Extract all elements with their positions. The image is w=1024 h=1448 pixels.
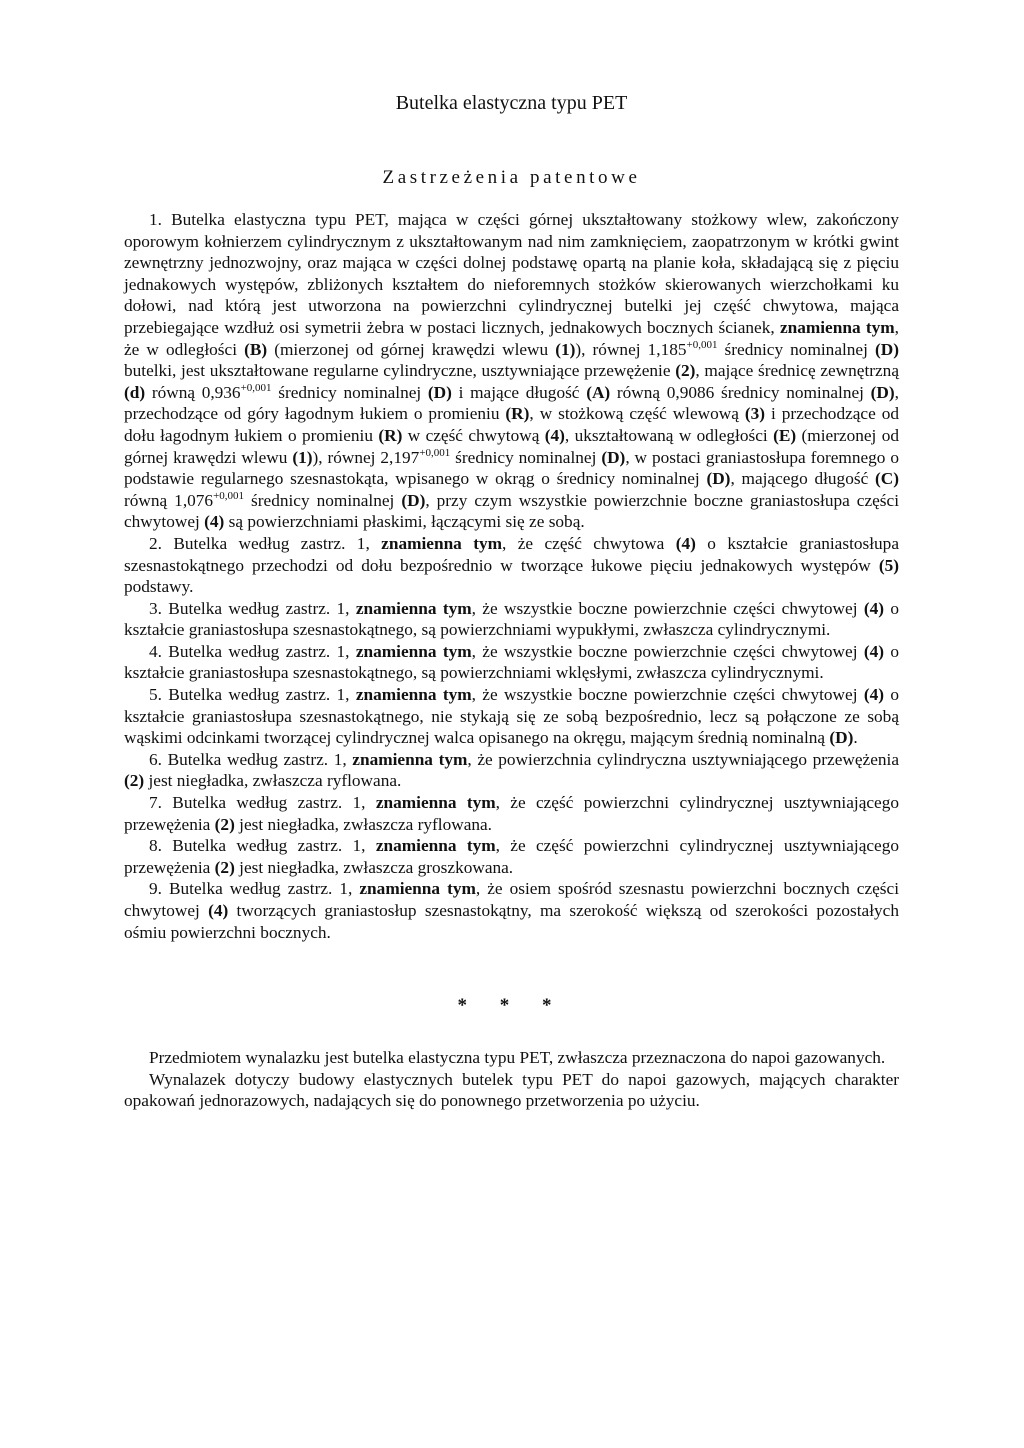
claim-bold-text: (4) [208,901,229,920]
claim-bold-text: (D) [829,728,854,748]
claim-bold-text: znamienna tym [381,533,503,553]
claim-paragraph [124,835,899,878]
claim-text: są powierzchniami płaskimi, łączącymi się ze sobą. [224,512,585,532]
claim-text: 4. Butelka według zastrz. 1, [149,641,356,661]
claim-bold-text: (2) [675,361,696,381]
claim-bold-text: (C) [875,469,899,489]
claim-text: , że wszystkie boczne powierzchnie części chwytowej [471,685,864,705]
claim-bold-text: (2) [214,814,235,834]
claim-bold-text: (1) [555,339,576,359]
claim-bold-text: (2) [124,771,145,791]
claim-text: o kształcie graniastosłupa szesnastokątnego przechodzi od dołu bezpośrednio w tworzące łukowe pięciu jednakowych występów [124,533,899,575]
claim-text: 3. Butelka według zastrz. 1, [149,598,356,618]
claim-text: 1. Butelka elastyczna typu PET, mająca w części górnej ukształtowany stożkowy wlew, zakończony oporowym kołnierzem cylindrycznym z ukształtowanym nad nim zamknięciem, zaopatrzonym w krótki gwint zewnętrzny jednozwojny, oraz mająca w części dolnej podstawę opartą na planie koła, składającą się z pięciu jednakowych występów, zbliżonych kształtem do nieforemnych stożków skierowanych wierzchołkami ku dołowi, nad którą jest utworzona na powierzchni cylindrycznej butelki jej część chwytowa, mająca przebiegające wzdłuż osi symetrii żebra w postaci licznych, jednakowych bocznych ścianek, [124,210,899,337]
claim-text: , mające średnicę zewnętrzną [695,361,899,381]
claim-text: , ukształtowaną w odległości [564,425,774,445]
document-title: Butelka elastyczna typu PET [395,92,628,114]
claim-bold-text: znamienna tym [375,836,496,856]
claim-bold-text: (D) [706,469,731,489]
claim-bold-text: (5) [878,555,899,575]
claim-text: , że w odległości [124,317,899,359]
claim-bold-text: znamienna tym [359,879,476,899]
claim-bold-text: znamienna tym [355,598,472,618]
claim-text: jest niegładka, zwłaszcza ryflowana. [234,814,493,834]
claim-text: , że wszystkie boczne powierzchnie części chwytowej [471,598,864,618]
claim-text: 7. Butelka według zastrz. 1, [149,793,376,813]
claim-bold-text: (2) [214,857,235,877]
claim-paragraph [124,533,899,598]
claim-paragraph [124,598,899,641]
claim-text: (mierzonej od górnej krawędzi wlewu [267,339,556,359]
claim-bold-text: znamienna tym [352,749,468,769]
claim-text: butelki, jest ukształtowane regularne cylindryczne, usztywniające przewężenie [124,361,676,381]
claim-text: 8. Butelka według zastrz. 1, [149,836,376,856]
claim-superscript: +0,001 [419,446,451,459]
description-paragraph: Wynalazek dotyczy budowy elastycznych butelek typu PET do napoi gazowych, mających charakter opakowań jednorazowych, nadających się do ponownego przetworzenia po użyciu. [124,1069,899,1111]
claim-superscript: +0,001 [213,489,245,502]
claim-bold-text: (D) [401,490,426,510]
claim-text: jest niegładka, zwłaszcza ryflowana. [144,771,402,791]
claim-bold-text: (3) [744,404,766,424]
claim-text: . [853,728,858,748]
claim-text: , przy czym wszystkie powierzchnie boczne graniastosłupa części chwytowej [124,490,899,532]
claim-text: w część chwytową [402,425,545,445]
claim-text: (mierzonej od górnej krawędzi wlewu [124,425,899,467]
claim-text: o kształcie graniastosłupa szesnastokątnego, są powierzchniami wypukłymi, zwłaszcza cylindrycznymi. [124,598,899,640]
section-separator: * * * [457,995,566,1017]
claim-text: równą 1,076 [124,490,214,510]
claim-bold-text: znamienna tym [355,685,472,705]
claim-superscript: +0,001 [686,338,718,351]
claim-bold-text: (4) [204,512,225,532]
claim-text: , że część powierzchni cylindrycznej usztywniającego przewężenia [124,793,899,834]
claim-paragraph [124,749,899,792]
claim-text: tworzących graniastosłup szesnastokątny, ma szerokość większą od szerokości pozostałych ośmiu powierzchni bocznych. [124,901,899,942]
claim-bold-text: znamienna tym [355,641,472,661]
claim-paragraph [124,878,899,943]
claim-bold-text: (4) [863,598,885,618]
claim-bold-text: (R) [378,425,403,445]
claim-text: , w postaci graniastosłupa foremnego o podstawie regularnego szesnastokąta, wpisanego w okrąg o średnicy nominalnej [124,447,899,489]
claim-bold-text: (4) [863,641,885,661]
claim-bold-text: (4) [544,425,565,445]
claim-bold-text: (4) [675,533,696,553]
claim-bold-text: (B) [244,339,268,359]
claim-text: 5. Butelka według zastrz. 1, [149,685,356,705]
claim-text: o kształcie graniastosłupa szesnastokątnego, są powierzchniami wklęsłymi, zwłaszcza cylindrycznymi. [124,641,899,683]
claim-bold-text: (D) [601,447,626,467]
claim-bold-text: (A) [586,382,611,402]
claim-text: średnicy nominalnej [271,382,428,402]
claim-text: o kształcie graniastosłupa szesnastokątnego, nie stykają się ze sobą bezpośrednio, lecz są połączone ze sobą wąskimi odcinkami tworzącej cylindrycznej walca opisanego na okręgu, mającym średnią nominalną [124,685,899,748]
claim-bold-text: znamienna tym [375,793,496,813]
claim-text: , mającego długość [730,469,875,489]
description-section [124,1047,899,1112]
claim-bold-text: (E) [773,425,797,445]
claim-text: ), równej 2,197 [312,447,420,467]
claim-paragraph [124,209,899,533]
claim-text: i przechodzące od dołu łagodnym łukiem o promieniu [124,404,899,445]
claim-text: podstawy. [124,577,194,597]
claim-bold-text: (R) [505,404,530,424]
claim-bold-text: (4) [863,685,885,705]
claims-heading: Zastrzeżenia patentowe [382,167,641,188]
claim-paragraph [124,684,899,749]
claim-text: 9. Butelka według zastrz. 1, [149,879,360,899]
claim-paragraph [124,641,899,684]
claim-bold-text: (d) [124,382,146,402]
claim-text: 6. Butelka według zastrz. 1, [149,749,353,769]
claim-bold-text: (D) [874,339,899,359]
claim-text: , że osiem spośród szesnastu powierzchni bocznych części chwytowej [124,879,900,920]
claim-text: średnicy nominalnej [244,490,402,510]
claim-text: jest niegładka, zwłaszcza groszkowana. [234,857,514,877]
claim-text: równą 0,9086 średnicy nominalnej [610,382,871,402]
claim-text: 2. Butelka według zastrz. 1, [149,533,382,553]
claim-bold-text: (1) [292,447,313,467]
claim-bold-text: znamienna tym [779,317,895,337]
claim-text: i mające długość [451,382,587,402]
claim-text: , że powierzchnia cylindryczna usztywniającego przewężenia [467,749,899,769]
claim-text: , że wszystkie boczne powierzchnie części chwytowej [471,641,864,661]
claim-text: , że część chwytowa [502,533,676,553]
claim-bold-text: (D) [870,382,895,402]
claim-text: średnicy nominalnej [450,447,602,467]
document-page [124,92,899,1112]
claim-text: , przechodzące od góry łagodnym łukiem o promieniu [124,382,899,424]
claim-bold-text: (D) [427,382,452,402]
claim-superscript: +0,001 [240,381,272,394]
claims-list [124,209,899,943]
description-paragraph: Przedmiotem wynalazku jest butelka elastyczna typu PET, zwłaszcza przeznaczona do napoi gazowanych. [149,1048,886,1068]
claim-text: , że część powierzchni cylindrycznej usztywniającego przewężenia [124,836,899,877]
claim-text: średnicy nominalnej [717,339,875,359]
claim-text: , w stożkową część wlewową [529,404,745,424]
claim-text: równą 0,936 [145,382,241,402]
claim-paragraph [124,792,899,835]
claim-text: ), równej 1,185 [575,339,687,359]
